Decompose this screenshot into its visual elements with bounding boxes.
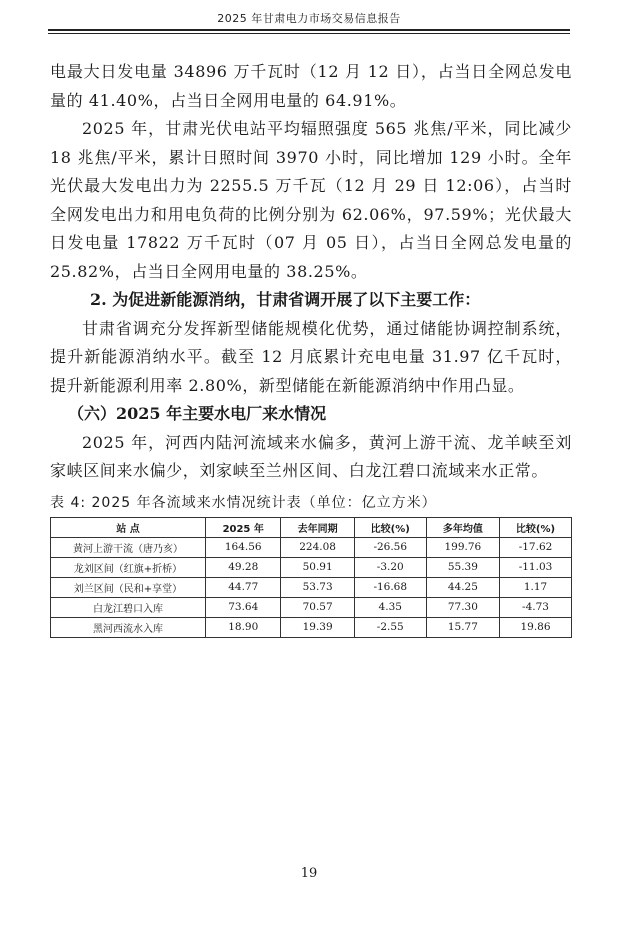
inflow-table <box>50 517 572 638</box>
value-cell: 19.86 <box>500 617 572 637</box>
page-header: 2025 年甘肃电力市场交易信息报告 <box>217 12 401 25</box>
value-cell: 77.30 <box>426 597 499 617</box>
header-rule-thin <box>48 33 570 34</box>
table-row <box>51 537 572 557</box>
table-row <box>51 617 572 637</box>
value-cell: 55.39 <box>426 557 499 577</box>
value-cell: 18.90 <box>206 617 281 637</box>
value-cell: -3.20 <box>354 557 426 577</box>
column-header: 去年同期 <box>281 517 354 537</box>
column-header: 比较(%) <box>500 517 572 537</box>
value-cell: -26.56 <box>354 537 426 557</box>
value-cell: 164.56 <box>206 537 281 557</box>
station-cell: 黑河西流水入库 <box>51 617 206 637</box>
value-cell: 44.77 <box>206 577 281 597</box>
table-row <box>51 597 572 617</box>
value-cell: 4.35 <box>354 597 426 617</box>
value-cell: 53.73 <box>281 577 354 597</box>
column-header: 比较(%) <box>354 517 426 537</box>
value-cell: -2.55 <box>354 617 426 637</box>
page-number: 19 <box>300 866 318 881</box>
section-heading-hydro: （六）2025 年主要水电厂来水情况 <box>68 404 327 423</box>
paragraph-solar-summary: 2025 年，甘肃光伏电站平均辐照强度 565 兆焦/平米，同比减少 18 兆焦/平米，累计日照时间 3970 小时，同比增加 129 小时。全年光伏最大发电出力为 2255.5 万千瓦（12 月 29 日 12:06），占当时全网发电出力和用电负荷的比例分别为 62.06%，97.59%；光伏最大日发电量 17822 万千瓦时（07 月 05 日），占当日全网总发电量的 25.82%，占当日全网用电量的 38.25%。 <box>50 119 572 281</box>
page-body <box>50 58 572 638</box>
paragraph-wind-summary: 电最大日发电量 34896 万千瓦时（12 月 12 日），占当日全网总发电量的 41.40%，占当日全网用电量的 64.91%。 <box>50 62 572 110</box>
value-cell: -11.03 <box>500 557 572 577</box>
section-heading-measures: 2. 为促进新能源消纳，甘肃省调开展了以下主要工作： <box>90 290 481 309</box>
table-header-row <box>51 517 572 537</box>
station-cell: 龙刘区间（红旗+折桥） <box>51 557 206 577</box>
value-cell: 15.77 <box>426 617 499 637</box>
station-cell: 黄河上游干流（唐乃亥） <box>51 537 206 557</box>
table-row <box>51 577 572 597</box>
paragraph-storage: 甘肃省调充分发挥新型储能规模化优势，通过储能协调控制系统，提升新能源消纳水平。截至 12 月底累计充电电量 31.97 亿千瓦时，提升新能源利用率 2.80%，新型储能在新能源消纳中作用凸显。 <box>50 318 572 395</box>
column-header: 2025 年 <box>206 517 281 537</box>
station-cell: 白龙江碧口入库 <box>51 597 206 617</box>
station-cell: 刘兰区间（民和+享堂） <box>51 577 206 597</box>
value-cell: 73.64 <box>206 597 281 617</box>
column-header: 站 点 <box>51 517 206 537</box>
value-cell: 70.57 <box>281 597 354 617</box>
column-header: 多年均值 <box>426 517 499 537</box>
paragraph-hydro: 2025 年，河西内陆河流域来水偏多，黄河上游干流、龙羊峡至刘家峡区间来水偏少，刘家峡至兰州区间、白龙江碧口流域来水正常。 <box>50 432 572 480</box>
value-cell: 44.25 <box>426 577 499 597</box>
value-cell: 49.28 <box>206 557 281 577</box>
value-cell: 50.91 <box>281 557 354 577</box>
value-cell: 1.17 <box>500 577 572 597</box>
value-cell: -17.62 <box>500 537 572 557</box>
table-row <box>51 557 572 577</box>
value-cell: -16.68 <box>354 577 426 597</box>
header-rule-thick <box>48 29 570 31</box>
value-cell: -4.73 <box>500 597 572 617</box>
value-cell: 19.39 <box>281 617 354 637</box>
table-caption: 表 4: 2025 年各流域来水情况统计表（单位：亿立方米） <box>50 494 437 511</box>
value-cell: 199.76 <box>426 537 499 557</box>
value-cell: 224.08 <box>281 537 354 557</box>
